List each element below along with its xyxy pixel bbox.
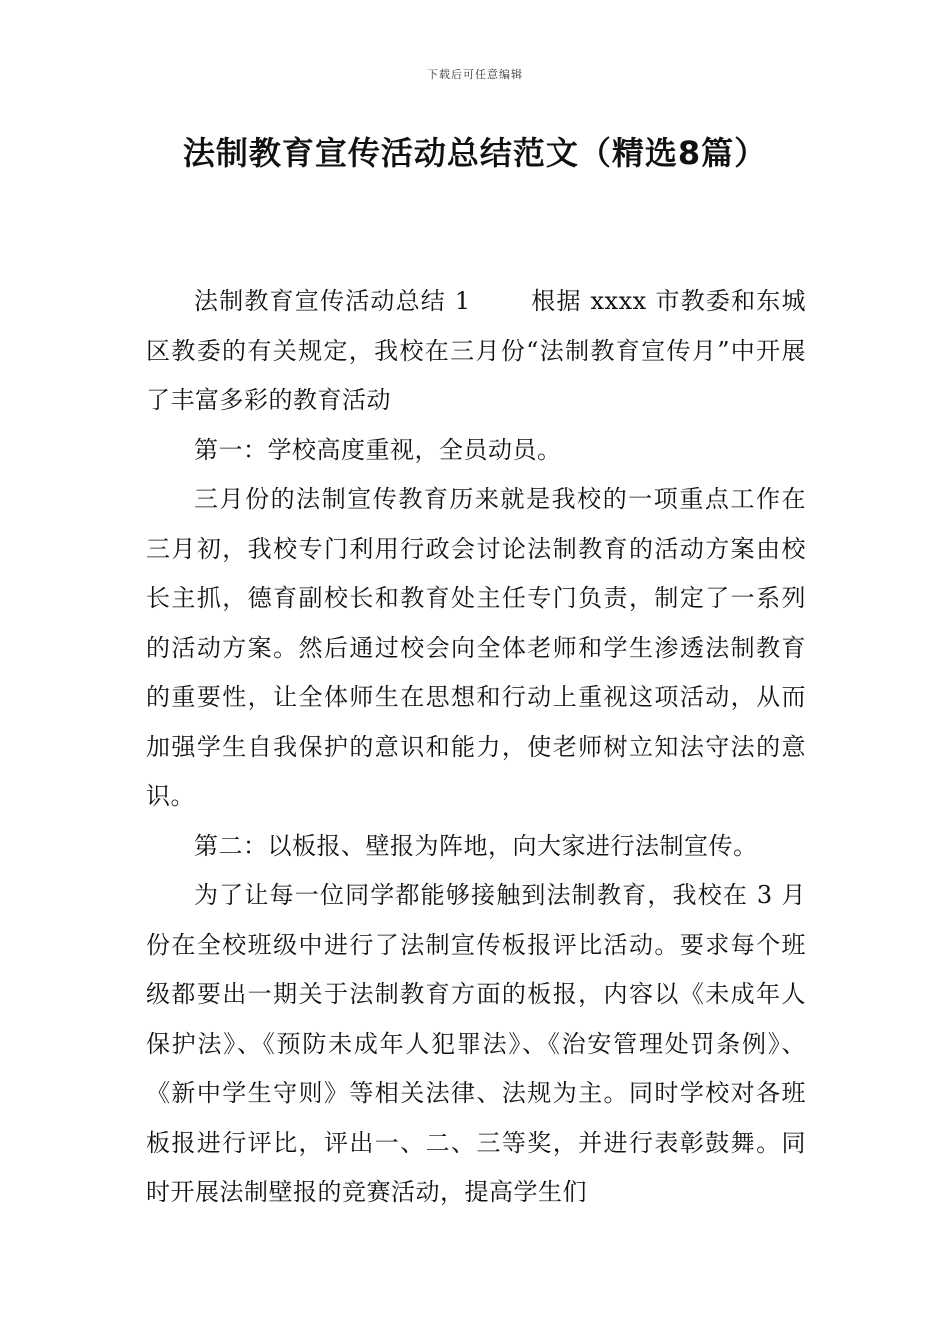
intro-paragraph (146, 277, 806, 426)
document-title: 法制教育宣传活动总结范文（精选8篇） (182, 134, 768, 172)
intro-text: 根据 xxxx 市教委和东城区教委的有关规定，我校在三月份“法制教育宣传月”中开展了丰富多彩的教育活动 (146, 287, 806, 414)
paragraph-1: 第一：学校高度重视，全员动员。 (194, 435, 562, 464)
header-note: 下载后可任意编辑 (427, 68, 523, 81)
document-body (146, 277, 806, 1218)
paragraph-3: 第二：以板报、壁报为阵地，向大家进行法制宣传。 (194, 831, 758, 860)
paragraph-4: 为了让每一位同学都能够接触到法制教育，我校在 3 月份在全校班级中进行了法制宣传板报评比活动。要求每个班级都要出一期关于法制教育方面的板报，内容以《未成年人保护法》、《预防未成年人犯罪法》、《治安管理处罚条例》、《新中学生守则》等相关法律、法规为主。同时学校对各班板报进行评比，评出一、二、三等奖，并进行表彰鼓舞。同时开展法制壁报的竞赛活动，提高学生们 (146, 881, 806, 1206)
paragraph-2: 三月份的法制宣传教育历来就是我校的一项重点工作在三月初，我校专门利用行政会讨论法制教育的活动方案由校长主抓，德育副校长和教育处主任专门负责，制定了一系列的活动方案。然后通过校会向全体老师和学生渗透法制教育的重要性，让全体师生在思想和行动上重视这项活动，从而加强学生自我保护的意识和能力，使老师树立知法守法的意识。 (146, 485, 806, 810)
section-heading: 法制教育宣传活动总结 1 (194, 287, 471, 315)
